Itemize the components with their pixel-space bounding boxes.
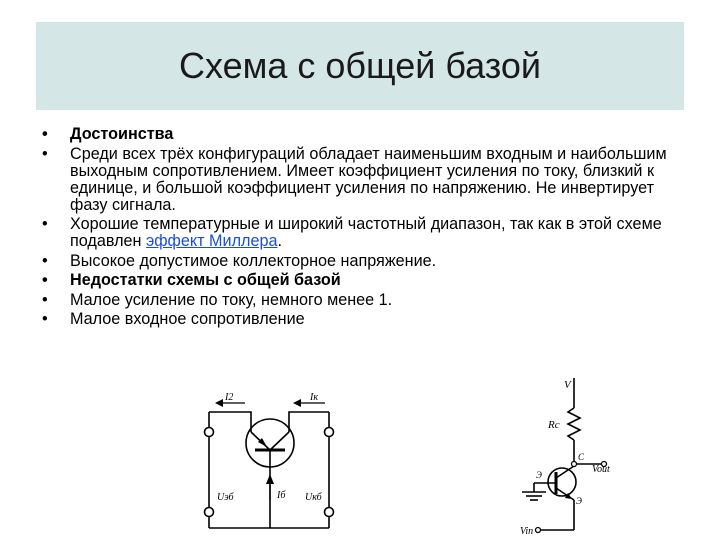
- bullet-impedance: • Среди всех трёх конфигураций обладает наименьшим входным и наибольшим выходным сопротивлением. Имеет коэффициент усиления по току, близкий к единице, и большой коэффициент усиления по напряжению. Не инвертирует фазу сигнала.: [40, 146, 680, 214]
- ueb-label: Uэб: [217, 492, 234, 503]
- bullet-miller-text: Хорошие температурные и широкий частотный диапазон, так как в этой схеме подавлен: [70, 215, 662, 250]
- bullet-collector-voltage: • Высокое допустимое коллекторное напряжение.: [40, 253, 680, 270]
- bullet-miller-end: .: [277, 232, 282, 250]
- bullet-advantages-heading: • Достоинства: [40, 126, 680, 143]
- slide-title: Схема с общей базой: [178, 45, 542, 86]
- c-label: C: [578, 452, 585, 462]
- bullet-current-gain: • Малое усиление по току, немного менее 1.: [40, 292, 680, 309]
- e-label: Э: [576, 496, 582, 506]
- common-base-circuit-diagram: [195, 388, 345, 540]
- v-label: V: [564, 379, 571, 391]
- ik-label: Iк: [310, 392, 319, 403]
- transistor-amplifier-diagram: [510, 372, 640, 540]
- e-left-label: Э: [536, 470, 542, 480]
- bullet-list: [40, 126, 680, 331]
- vin-label: Vin: [520, 526, 534, 537]
- bullet-disadvantages-heading: • Недостатки схемы с общей базой: [40, 272, 680, 289]
- bullet-input-impedance: • Малое входное сопротивление: [40, 311, 680, 328]
- vout-label: Vout: [592, 464, 610, 475]
- i2-label: I2: [225, 392, 234, 403]
- title-bar: [36, 22, 684, 110]
- ukb-label: Uкб: [305, 492, 322, 503]
- ib-label: Iб: [277, 490, 286, 501]
- rc-label: Rc: [548, 419, 560, 431]
- bullet-miller: [40, 216, 680, 250]
- miller-effect-link[interactable]: эффект Миллера: [145, 232, 278, 250]
